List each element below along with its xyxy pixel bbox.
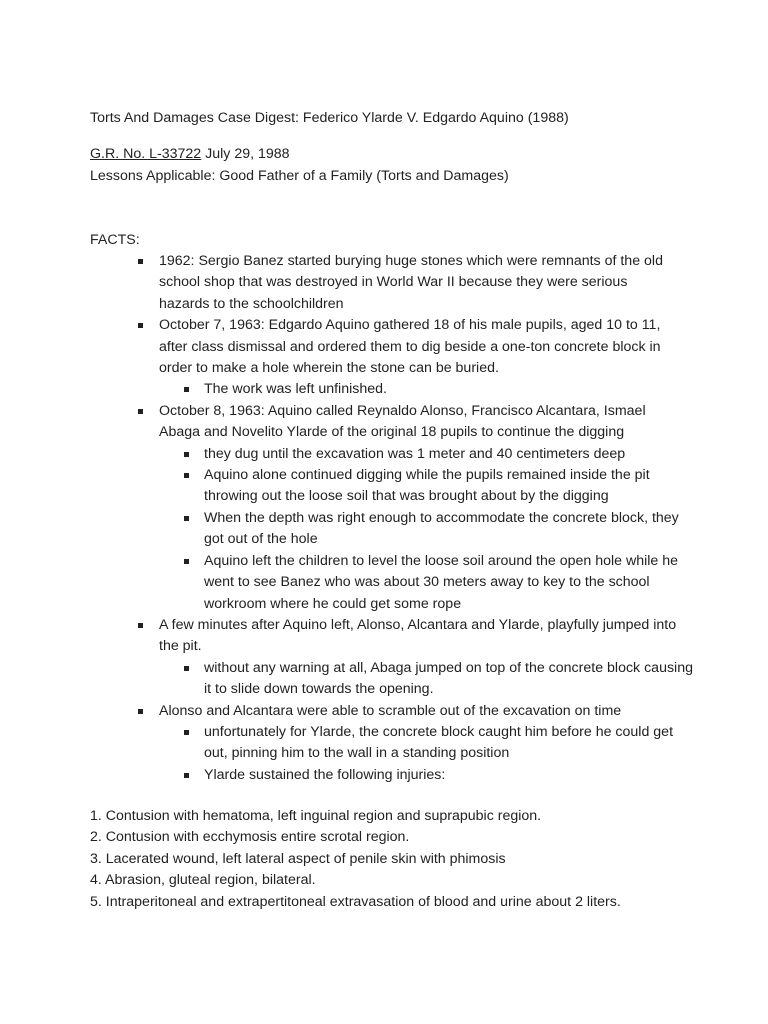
fact-subitem — [90, 765, 694, 786]
gr-date: July 29, 1988 — [201, 146, 290, 162]
bullet-icon — [138, 409, 143, 414]
fact-subitem — [90, 379, 694, 400]
fact-text: A few minutes after Aquino left, Alonso, Alcantara and Ylarde, playfully jumped into the pit. — [159, 616, 677, 655]
fact-item — [90, 615, 679, 658]
bullet-icon — [184, 730, 189, 735]
bullet-icon — [184, 473, 189, 478]
injury-item: 3. Lacerated wound, left lateral aspect of penile skin with phimosis — [90, 850, 506, 867]
bullet-icon — [184, 516, 189, 521]
bullet-icon — [184, 387, 189, 392]
fact-subitem-text: Aquino alone continued digging while the pupils remained inside the pit throwing out the loose soil that was brought about by the digging — [204, 467, 650, 505]
injury-item: 5. Intraperitoneal and extrapertitoneal extravasation of blood and urine about 2 liters. — [90, 893, 621, 910]
injury-item: 1. Contusion with hematoma, left inguinal region and suprapubic region. — [90, 808, 542, 824]
fact-subitem-text: The work was left unfinished. — [204, 381, 387, 398]
bullet-icon — [184, 773, 189, 778]
bullet-icon — [184, 666, 189, 671]
bullet-icon — [138, 623, 143, 628]
facts-heading: FACTS: — [90, 232, 140, 248]
fact-subitem — [90, 658, 694, 701]
fact-subitem-text: Aquino left the children to level the loose soil around the open hole while he went to see Banez who was about 30 meters away to key to the school workroom where he could get some rope — [204, 552, 679, 612]
fact-subitem-text: without any warning at all, Abaga jumped on top of the concrete block causing it to slide down towards the opening. — [204, 659, 693, 698]
bullet-icon — [138, 709, 143, 714]
fact-subitem-text: they dug until the excavation was 1 meter and 40 centimeters deep — [204, 445, 626, 462]
fact-subitem — [90, 551, 694, 615]
fact-item — [90, 251, 679, 315]
fact-item — [90, 701, 679, 722]
fact-subitem-text: When the depth was right enough to accommodate the concrete block, they got out of the hole — [204, 509, 679, 548]
fact-subitem-text: unfortunately for Ylarde, the concrete block caught him before he could get out, pinning him to the wall in a standing position — [204, 723, 674, 762]
injuries-list — [90, 806, 730, 913]
injury-item: 2. Contusion with ecchymosis entire scrotal region. — [90, 829, 410, 846]
fact-subitem — [90, 508, 694, 551]
fact-subitem-text: Ylarde sustained the following injuries: — [204, 766, 446, 783]
gr-number-link[interactable]: G.R. No. L-33722 — [90, 146, 202, 162]
bullet-icon — [138, 259, 143, 264]
bullet-icon — [184, 452, 189, 457]
fact-subitem — [90, 465, 694, 508]
fact-item — [90, 315, 679, 379]
bullet-icon — [184, 559, 189, 564]
fact-text: Alonso and Alcantara were able to scramble out of the excavation on time — [159, 702, 622, 719]
bullet-icon — [138, 323, 143, 328]
fact-item — [90, 401, 679, 444]
case-reference — [90, 144, 290, 165]
fact-text: October 7, 1963: Edgardo Aquino gathered 18 of his male pupils, aged 10 to 11, after class dismissal and ordered them to dig beside a one-ton concrete block in order to make a hole wherein the stone can be buried. — [159, 317, 661, 377]
injury-item: 4. Abrasion, gluteal region, bilateral. — [90, 872, 316, 889]
fact-text: October 8, 1963: Aquino called Reynaldo Alonso, Francisco Alcantara, Ismael Abaga and Novelito Ylarde of the original 18 pupils to continue the digging — [159, 402, 646, 441]
fact-subitem — [90, 722, 694, 765]
lessons-applicable: Lessons Applicable: Good Father of a Family (Torts and Damages) — [90, 168, 509, 184]
fact-text: 1962: Sergio Banez started burying huge stones which were remnants of the old school shop that was destroyed in World War II because they were serious hazards to the schoolchildren — [159, 253, 663, 312]
document-title: Torts And Damages Case Digest: Federico Ylarde V. Edgardo Aquino (1988) — [90, 110, 569, 126]
facts-list — [90, 251, 693, 786]
fact-subitem — [90, 444, 694, 465]
